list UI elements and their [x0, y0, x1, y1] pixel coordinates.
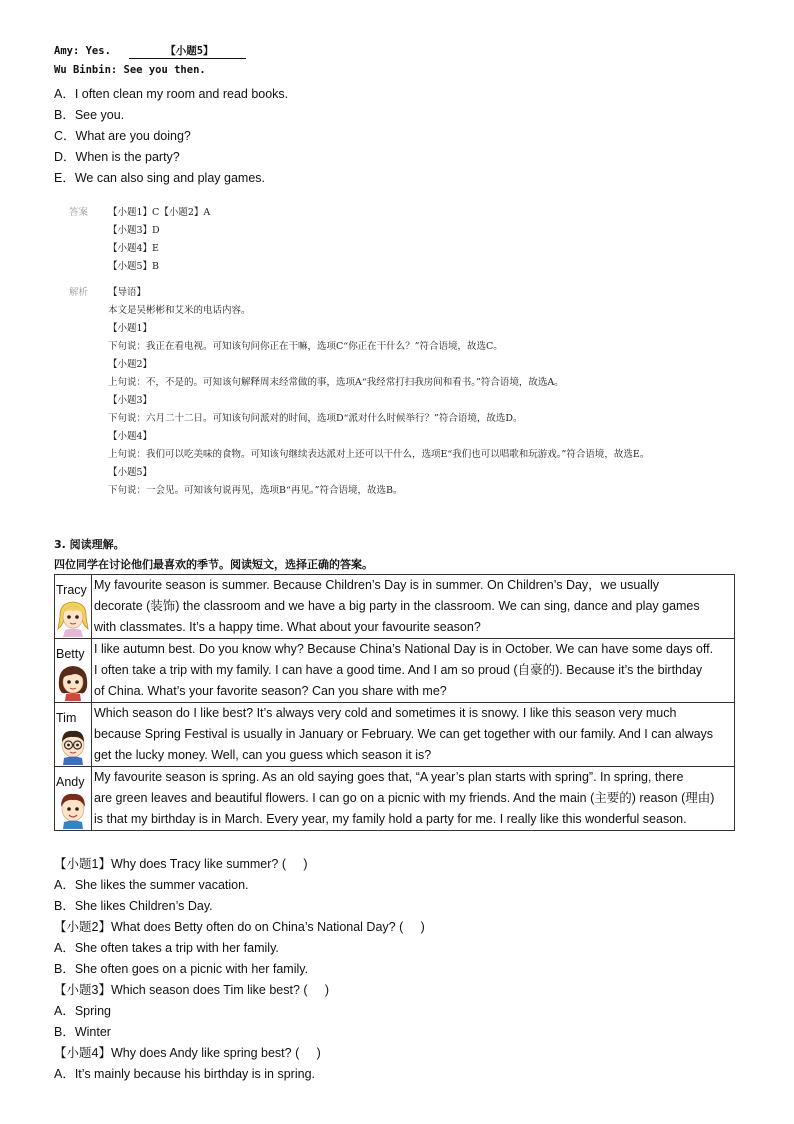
student-text-betty	[92, 639, 735, 703]
choice-3a: A．Spring	[54, 1004, 111, 1018]
student-text-andy	[92, 767, 735, 831]
tim-avatar-icon	[56, 727, 90, 765]
answer-blank-5[interactable]: 【小题5】	[129, 43, 245, 59]
analysis-line: 【导语】	[108, 287, 147, 298]
option-e: E．We can also sing and play games.	[54, 171, 265, 185]
text-line: My favourite season is summer. Because Children’s Day is in summer. On Children’s Day，we usually	[94, 578, 660, 592]
student-cell-tracy	[55, 575, 92, 639]
student-cell-andy	[55, 767, 92, 831]
question-4: 【小题4】Why does Andy like spring best? ( )	[54, 1046, 321, 1060]
analysis-line: 下句说：一会见。可知该句说再见，选项B“再见。”符合语境，故选B。	[108, 485, 403, 496]
answer-line: 【小题4】E	[108, 243, 159, 254]
analysis-label: 解析	[69, 287, 89, 298]
analysis-line: 本文是吴彬彬和艾米的电话内容。	[108, 305, 251, 316]
answer-line: 【小题1】C【小题2】A	[108, 207, 211, 218]
andy-avatar-icon	[56, 791, 90, 829]
option-a: A．I often clean my room and read books.	[54, 87, 289, 101]
text-line: I often take a trip with my family. I can have a good time. And I am so proud (自豪的). Because it’s the birthday	[94, 663, 703, 677]
text-line: Which season do I like best? It’s always very cold and sometimes it is snowy. I like this season very much	[94, 706, 677, 720]
choice-4a: A．It’s mainly because his birthday is in spring.	[54, 1067, 315, 1081]
analysis-line: 【小题4】	[108, 431, 153, 442]
question-3: 【小题3】Which season does Tim like best? ( )	[54, 983, 330, 997]
student-name: Andy	[56, 775, 85, 789]
answer-label: 答案	[69, 207, 89, 218]
analysis-line: 下句说：六月二十二日。可知该句问派对的时间，选项D“派对什么时候举行？”符合语境，故选D。	[108, 413, 523, 424]
analysis-line: 【小题3】	[108, 395, 153, 406]
student-name: Tracy	[56, 583, 87, 597]
student-text-tracy	[92, 575, 735, 639]
analysis-line: 上句说：我们可以吃美味的食物。可知该句继续表达派对上还可以干什么，选项E“我们也可以唱歌和玩游戏。”符合语境，故选E。	[108, 449, 650, 460]
text-line: decorate (装饰) the classroom and we have a big party in the classroom. We can sing, dance and play games	[94, 599, 700, 613]
choice-2b: B．She often goes on a picnic with her family.	[54, 962, 309, 976]
choice-1a: A．She likes the summer vacation.	[54, 878, 249, 892]
analysis-line: 上句说：不，不是的。可知该句解释周末经常做的事，选项A“我经常打扫我房间和看书。”符合语境，故选A。	[108, 377, 564, 388]
text-line: get the lucky money. Well, can you guess which season it is?	[94, 748, 432, 762]
student-text-tim	[92, 703, 735, 767]
answer-line: 【小题3】D	[108, 225, 160, 236]
text-line: because Spring Festival is usually in January or February. We can get together with our family. And I can always	[94, 727, 714, 741]
text-line: with classmates. It’s a happy time. What about your favourite season?	[94, 620, 481, 634]
dialogue-wu: Wu Binbin: See you then.	[54, 64, 206, 76]
section-instruction: 四位同学在讨论他们最喜欢的季节。阅读短文，选择正确的答案。	[54, 558, 373, 571]
reading-table	[54, 574, 735, 831]
text-line: is that my birthday is in March. Every year, my family hold a party for me. I really like this wonderful season.	[94, 812, 687, 826]
analysis-line: 【小题1】	[108, 323, 153, 334]
answer-line: 【小题5】B	[108, 261, 160, 272]
option-d: D．When is the party?	[54, 150, 180, 164]
question-2: 【小题2】What does Betty often do on China’s National Day? ( )	[54, 920, 425, 934]
choice-1b: B．She likes Children’s Day.	[54, 899, 213, 913]
dialogue-amy	[54, 43, 246, 59]
analysis-line: 【小题5】	[108, 467, 153, 478]
text-line: I like autumn best. Do you know why? Because China’s National Day is in October. We can have some days off.	[94, 642, 714, 656]
student-cell-tim	[55, 703, 92, 767]
analysis-line: 下句说：我正在看电视。可知该句问你正在干嘛，选项C“你正在干什么？”符合语境，故选C。	[108, 341, 503, 352]
section-heading: 3. 阅读理解。	[54, 538, 125, 551]
tracy-avatar-icon	[56, 599, 90, 637]
choice-2a: A．She often takes a trip with her family.	[54, 941, 279, 955]
table-row	[55, 575, 735, 639]
betty-avatar-icon	[56, 663, 90, 701]
table-row	[55, 767, 735, 831]
option-b: B．See you.	[54, 108, 125, 122]
student-cell-betty	[55, 639, 92, 703]
student-name: Tim	[56, 711, 77, 725]
table-row	[55, 639, 735, 703]
text-line: of China. What’s your favorite season? Can you share with me?	[94, 684, 447, 698]
student-name: Betty	[56, 647, 85, 661]
option-c: C．What are you doing?	[54, 129, 191, 143]
text-line: My favourite season is spring. As an old saying goes that, “A year’s plan starts with spring”. In spring, there	[94, 770, 684, 784]
choice-3b: B．Winter	[54, 1025, 111, 1039]
text-line: are green leaves and beautiful flowers. I can go on a picnic with my friends. And the main (主要的) reason (理由)	[94, 791, 715, 805]
analysis-line: 【小题2】	[108, 359, 153, 370]
amy-line: Amy: Yes.	[54, 45, 111, 57]
question-1: 【小题1】Why does Tracy like summer? ( )	[54, 857, 308, 871]
table-row	[55, 703, 735, 767]
